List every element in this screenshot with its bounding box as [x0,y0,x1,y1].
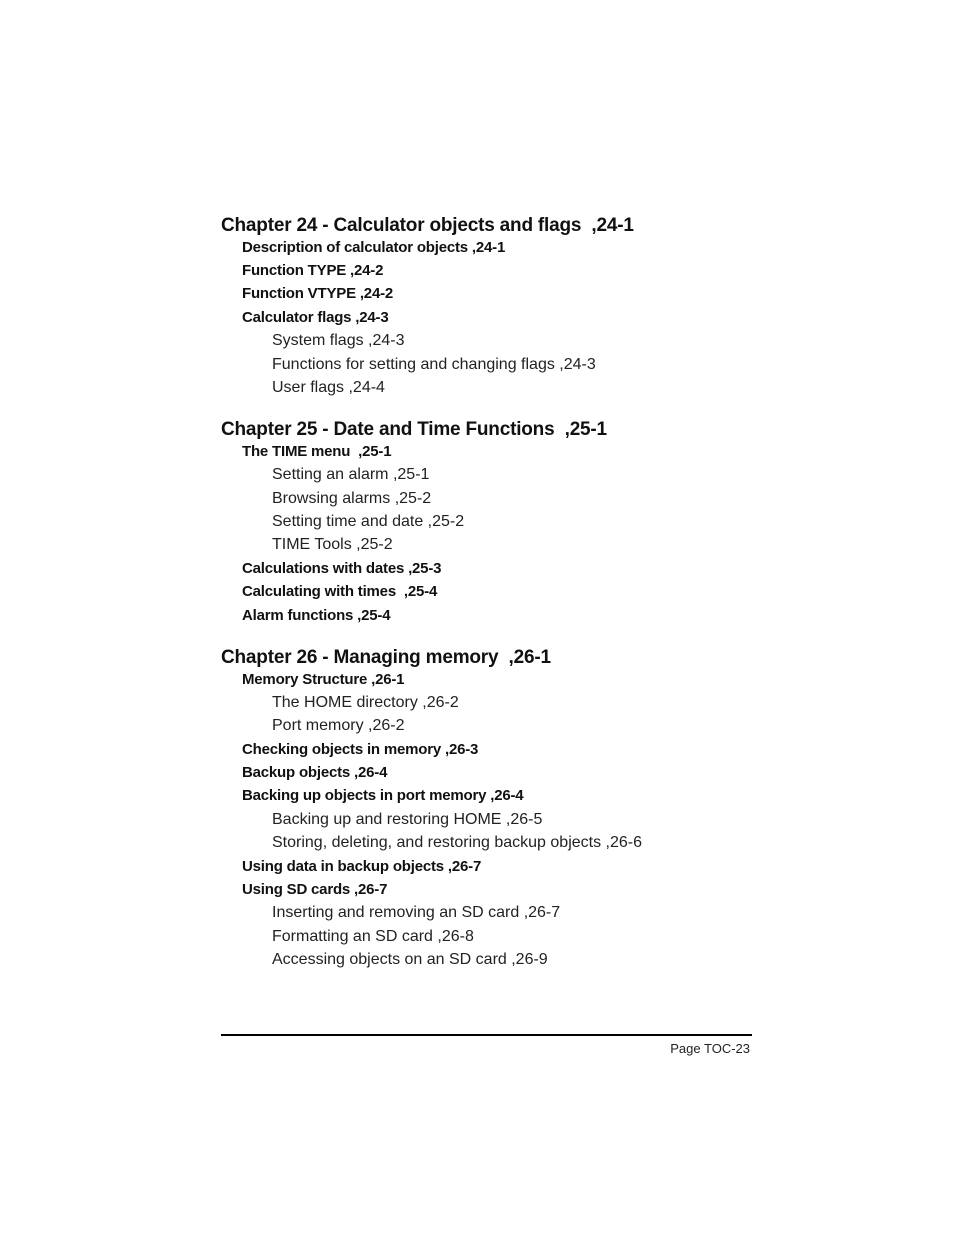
toc-section-entry[interactable]: Using SD cards ,26-7 [242,881,388,898]
toc-chapter-heading[interactable]: Chapter 25 - Date and Time Functions ,25-1 [221,419,607,440]
toc-subsection-entry[interactable]: Port memory ,26-2 [272,717,405,734]
toc-chapter-heading[interactable]: Chapter 24 - Calculator objects and flags ,24-1 [221,215,634,236]
toc-section-entry[interactable]: Function VTYPE ,24-2 [242,285,394,302]
toc-subsection-entry[interactable]: User flags ,24-4 [272,379,385,396]
toc-section-entry[interactable]: Checking objects in memory ,26-3 [242,741,479,758]
toc-section-entry[interactable]: Calculator flags ,24-3 [242,309,389,326]
toc-subsection-entry[interactable]: TIME Tools ,25-2 [272,536,393,553]
toc-subsection-entry[interactable]: The HOME directory ,26-2 [272,694,459,711]
toc-section-entry[interactable]: Backup objects ,26-4 [242,764,388,781]
toc-section-entry[interactable]: Description of calculator objects ,24-1 [242,239,506,256]
footer-rule [221,1034,752,1036]
toc-subsection-entry[interactable]: Backing up and restoring HOME ,26-5 [272,811,543,828]
toc-subsection-entry[interactable]: Setting an alarm ,25-1 [272,466,430,483]
toc-section-entry[interactable]: Alarm functions ,25-4 [242,607,391,624]
toc-section-entry[interactable]: Function TYPE ,24-2 [242,262,384,279]
toc-subsection-entry[interactable]: Inserting and removing an SD card ,26-7 [272,904,561,921]
toc-subsection-entry[interactable]: Functions for setting and changing flags ,24-3 [272,356,596,373]
toc-section-entry[interactable]: Memory Structure ,26-1 [242,671,405,688]
toc-section-entry[interactable]: Using data in backup objects ,26-7 [242,858,482,875]
toc-subsection-entry[interactable]: System flags ,24-3 [272,332,405,349]
toc-subsection-entry[interactable]: Formatting an SD card ,26-8 [272,928,474,945]
page-number: Page TOC-23 [670,1041,750,1056]
toc-section-entry[interactable]: Calculating with times ,25-4 [242,583,438,600]
toc-subsection-entry[interactable]: Storing, deleting, and restoring backup objects ,26-6 [272,834,643,851]
toc-section-entry[interactable]: The TIME menu ,25-1 [242,443,392,460]
toc-section-entry[interactable]: Calculations with dates ,25-3 [242,560,442,577]
toc-section-entry[interactable]: Backing up objects in port memory ,26-4 [242,787,524,804]
toc-chapter-heading[interactable]: Chapter 26 - Managing memory ,26-1 [221,647,551,668]
toc-subsection-entry[interactable]: Setting time and date ,25-2 [272,513,465,530]
toc-subsection-entry[interactable]: Accessing objects on an SD card ,26-9 [272,951,548,968]
toc-subsection-entry[interactable]: Browsing alarms ,25-2 [272,490,432,507]
